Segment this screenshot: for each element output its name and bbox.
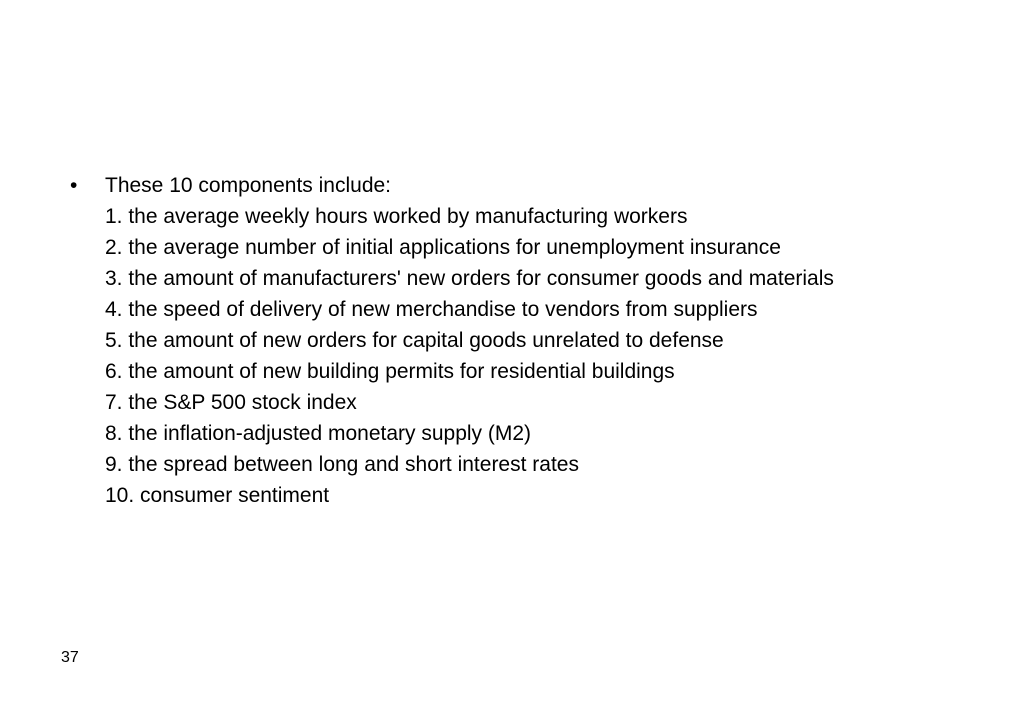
bullet-marker: • — [70, 174, 78, 197]
component-item-6: 6. the amount of new building permits for residential buildings — [105, 360, 675, 383]
bullet-body — [105, 170, 930, 511]
component-item-4: 4. the speed of delivery of new merchandise to vendors from suppliers — [105, 298, 758, 321]
component-item-8: 8. the inflation-adjusted monetary supply (M2) — [105, 422, 532, 445]
slide-number: 37 — [61, 649, 79, 666]
component-item-5: 5. the amount of new orders for capital goods unrelated to defense — [105, 329, 724, 352]
bullet-heading: These 10 components include: — [105, 174, 392, 197]
component-item-9: 9. the spread between long and short interest rates — [105, 453, 579, 476]
component-item-3: 3. the amount of manufacturers' new orders for consumer goods and materials — [105, 267, 834, 290]
bullet-row — [70, 170, 950, 511]
component-item-7: 7. the S&P 500 stock index — [105, 391, 357, 414]
component-item-1: 1. the average weekly hours worked by manufacturing workers — [105, 205, 688, 228]
component-item-2: 2. the average number of initial applications for unemployment insurance — [105, 236, 781, 259]
bullet-block — [70, 170, 950, 511]
component-item-10: 10. consumer sentiment — [105, 484, 330, 507]
